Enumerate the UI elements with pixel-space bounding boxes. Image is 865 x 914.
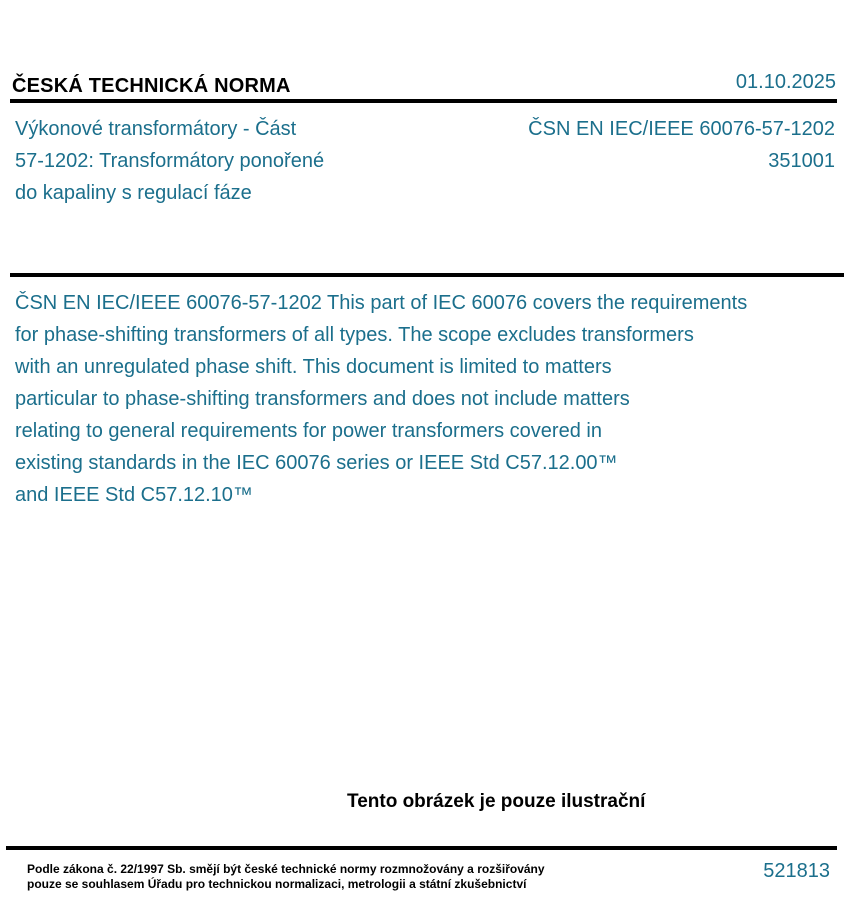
standard-identifiers [528,113,835,177]
title-line: Výkonové transformátory - Část [15,118,297,140]
abstract-line: and IEEE Std C57.12.10™ [15,484,253,506]
title-line: 57-1202: Transformátory ponořené [15,150,325,172]
document-type-heading: ČESKÁ TECHNICKÁ NORMA [12,75,291,97]
classification-code: 351001 [768,150,835,172]
illustration-disclaimer: Tento obrázek je pouze ilustrační [347,791,646,812]
legal-line: pouze se souhlasem Úřadu pro technickou normalizaci, metrologii a státní zkušebnictví [27,877,527,891]
standard-designation: ČSN EN IEC/IEEE 60076-57-1202 [528,118,835,140]
publication-date: 01.10.2025 [735,71,836,93]
footer-divider [6,846,837,850]
document-number: 521813 [763,860,830,882]
abstract-line: for phase-shifting transformers of all types. The scope excludes transformers [15,324,694,346]
legal-line: Podle zákona č. 22/1997 Sb. smějí být české technické normy rozmnožovány a rozšiřovány [27,862,545,876]
standard-title [15,113,375,209]
title-line: do kapaliny s regulací fáze [15,182,252,204]
abstract-line: relating to general requirements for power transformers covered in [15,420,602,442]
abstract-text [15,287,845,511]
abstract-line: with an unregulated phase shift. This document is limited to matters [15,356,612,378]
section-divider [10,273,844,277]
header-divider [10,99,837,103]
abstract-line: particular to phase-shifting transformers and does not include matters [15,388,630,410]
legal-notice [27,862,545,892]
abstract-line: ČSN EN IEC/IEEE 60076-57-1202 This part of IEC 60076 covers the requirements [15,292,748,314]
abstract-line: existing standards in the IEC 60076 series or IEEE Std C57.12.00™ [15,452,618,474]
